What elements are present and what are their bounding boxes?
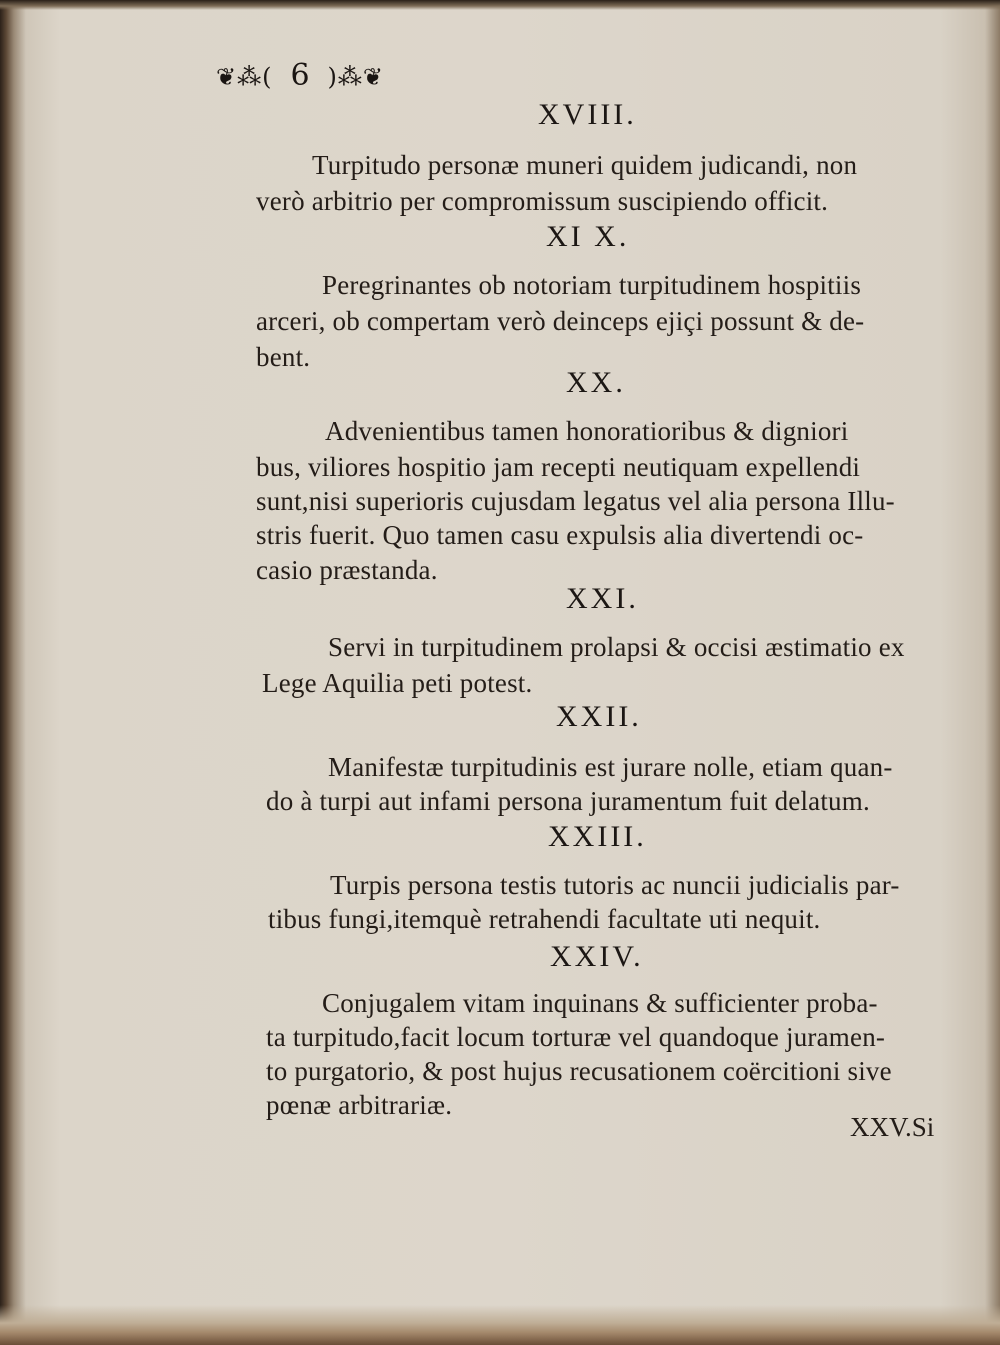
text-line: Lege Aquilia peti potest. [262, 668, 533, 698]
section-heading-xviii: XVIII. [538, 98, 637, 131]
text-line: Turpis persona testis tutoris ac nuncii judicialis par- [330, 870, 900, 900]
text-line: verò arbitrio per compromissum suscipiendo officit. [256, 186, 829, 216]
section-heading-xx: XX. [566, 366, 626, 399]
text-line: casio præstanda. [256, 555, 438, 585]
text-line: Advenientibus tamen honoratioribus & digniori [325, 416, 849, 446]
text-line: pœnæ arbitrariæ. [266, 1090, 453, 1120]
section-heading-xxiii: XXIII. [548, 820, 647, 853]
text-line: do à turpi aut infami persona juramentum fuit delatum. [266, 786, 870, 816]
text-line: sunt,nisi superioris cujusdam legatus vel alia persona Illu- [256, 486, 895, 516]
page-bottom-edge [0, 1305, 1000, 1345]
page-number: 6 [290, 58, 310, 93]
section-heading-xix: XI X. [546, 220, 630, 253]
section-heading-xxiv: XXIV. [550, 940, 644, 973]
text-line: bent. [256, 342, 311, 372]
text-line: Manifestæ turpitudinis est jurare nolle, etiam quan- [328, 752, 893, 782]
text-line: stris fuerit. Quo tamen casu expulsis alia divertendi oc- [256, 520, 864, 550]
text-line: Turpitudo personæ muneri quidem judicandi, non [312, 150, 858, 180]
text-line: to purgatorio, & post hujus recusationem coërcitioni sive [266, 1056, 892, 1086]
section-heading-xxi: XXI. [566, 582, 639, 615]
text-line: arceri, ob compertam verò deinceps ejiçi possunt & de- [256, 306, 865, 336]
left-ornament: ❦⁂( [215, 63, 273, 91]
right-ornament: )⁂❦ [327, 63, 385, 91]
catchword: XXV.Si [850, 1112, 935, 1142]
section-heading-xxii: XXII. [556, 700, 642, 733]
page-top-edge [0, 0, 1000, 10]
text-line: Servi in turpitudinem prolapsi & occisi æstimatio ex [328, 632, 905, 662]
text-line: bus, viliores hospitio jam recepti neutiquam expellendi [256, 452, 861, 482]
text-line: Conjugalem vitam inquinans & sufficienter proba- [322, 988, 878, 1018]
text-line: Peregrinantes ob notoriam turpitudinem hospitiis [322, 270, 862, 300]
page-header [0, 58, 900, 93]
text-line: ta turpitudo,facit locum torturæ vel quandoque juramen- [266, 1022, 886, 1052]
text-line: tibus fungi,itemquè retrahendi facultate uti nequit. [268, 904, 821, 934]
